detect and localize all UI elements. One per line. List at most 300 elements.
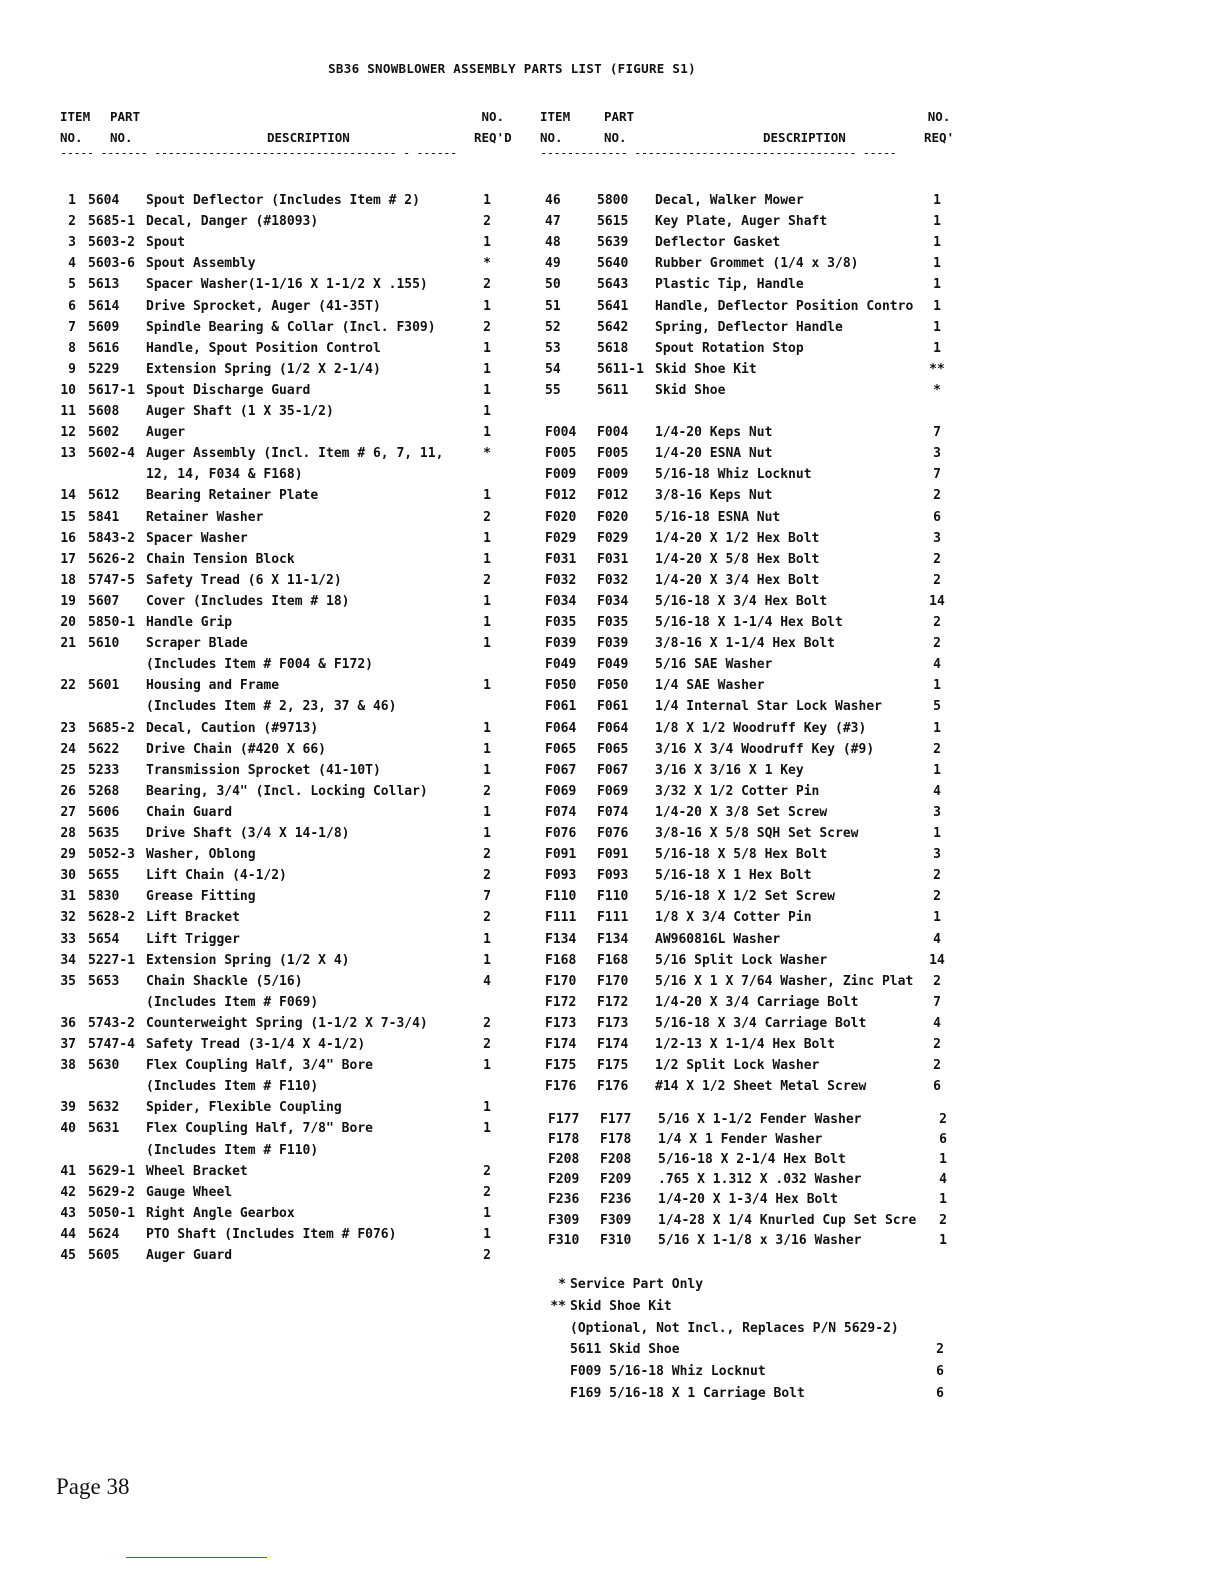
part-description: (Includes Item # 2, 23, 37 & 46) [146, 699, 397, 715]
quantity-required: 7 [933, 425, 941, 441]
part-description: Handle, Spout Position Control [146, 340, 381, 356]
part-description: 1/4-20 X 1/2 Hex Bolt [655, 530, 820, 546]
table-row [545, 696, 955, 717]
item-number: F175 [545, 1058, 577, 1074]
part-description: Chain Tension Block [146, 551, 295, 567]
note-marker: * [558, 1277, 566, 1292]
part-number: 5640 [597, 256, 629, 272]
table-row [48, 1245, 508, 1266]
part-description: Counterweight Spring (1-1/2 X 7-3/4) [146, 1015, 428, 1031]
part-number: 5050-1 [88, 1205, 135, 1221]
left-header-qty: NO. REQ'D [474, 109, 512, 145]
part-number: F005 [597, 446, 629, 462]
item-number: 54 [545, 361, 561, 377]
part-description: 1/4 SAE Washer [655, 678, 765, 694]
table-row [48, 1076, 508, 1097]
part-number: F310 [600, 1232, 632, 1248]
note-text: 5611 Skid Shoe [570, 1342, 680, 1358]
part-number: 5830 [88, 889, 120, 905]
part-description: 5/16-18 X 5/8 Hex Bolt [655, 847, 828, 863]
left-header-desc: DESCRIPTION [267, 130, 350, 145]
part-description: 1/4-28 X 1/4 Knurled Cup Set Scre [658, 1212, 917, 1228]
quantity-required: 2 [483, 847, 491, 863]
table-row [48, 1161, 508, 1182]
item-number: 1 [68, 193, 76, 208]
part-number: 5268 [88, 783, 120, 799]
part-description: Chain Shackle (5/16) [146, 973, 303, 989]
note-text: (Optional, Not Incl., Replaces P/N 5629-2) [570, 1320, 899, 1336]
part-number: 5618 [597, 340, 629, 356]
part-description: AW960816L Washer [655, 931, 781, 947]
part-number: F061 [597, 699, 629, 715]
item-number: F178 [548, 1132, 580, 1148]
quantity-required: 1 [483, 551, 491, 567]
quantity-required: 2 [933, 1037, 941, 1052]
part-description: 1/4-20 X 1-3/4 Hex Bolt [658, 1192, 839, 1208]
item-number: 6 [68, 298, 76, 314]
quantity-required: 2 [483, 277, 491, 293]
table-row [48, 591, 508, 612]
part-number: 5743-2 [88, 1015, 135, 1031]
table-row [548, 1189, 958, 1210]
part-description: (Includes Item # F110) [146, 1079, 319, 1095]
part-description: Spring, Deflector Handle [655, 319, 843, 335]
table-row [48, 253, 508, 274]
part-description: Rubber Grommet (1/4 x 3/8) [655, 256, 859, 272]
table-row [48, 232, 508, 253]
part-description: 12, 14, F034 & F168) [146, 467, 303, 483]
part-description: 1/4-20 X 3/4 Carriage Bolt [655, 994, 859, 1010]
note-line [546, 1339, 956, 1360]
part-description: Spacer Washer [146, 530, 248, 546]
part-description: Housing and Frame [146, 678, 280, 694]
part-description: 5/16-18 Whiz Locknut [655, 467, 812, 483]
part-number: 5604 [88, 193, 120, 208]
item-number: F065 [545, 741, 577, 757]
part-description: Spout Deflector (Includes Item # 2) [146, 193, 420, 208]
quantity-required: 1 [933, 762, 941, 778]
table-row [48, 1224, 508, 1245]
quantity-required: * [483, 256, 491, 272]
quantity-required: 1 [933, 277, 941, 293]
table-row [48, 823, 508, 844]
item-number: 9 [68, 361, 76, 377]
part-number: F004 [597, 425, 629, 441]
table-row [545, 971, 955, 992]
quantity-required: 1 [933, 910, 941, 926]
part-description: 5/16-18 X 3/4 Hex Bolt [655, 593, 828, 609]
part-number: 5612 [88, 488, 120, 504]
part-description: 5/16-18 X 1-1/4 Hex Bolt [655, 615, 843, 630]
item-number: 32 [60, 910, 76, 926]
table-row [545, 528, 955, 549]
quantity-required: 2 [483, 214, 491, 230]
item-number: 45 [60, 1248, 76, 1263]
part-number: 5613 [88, 277, 120, 293]
table-row [545, 633, 955, 654]
table-row [545, 865, 955, 886]
table-row [548, 1169, 958, 1190]
part-description: 5/16 SAE Washer [655, 657, 773, 673]
item-number: F111 [545, 910, 577, 926]
part-number: F065 [597, 741, 629, 757]
part-number: 5602-4 [88, 446, 135, 462]
item-number: F005 [545, 446, 577, 462]
table-row [545, 591, 955, 612]
table-row [48, 844, 508, 865]
part-number: F093 [597, 868, 629, 884]
quantity-required: 6 [939, 1132, 947, 1148]
quantity-required: 1 [483, 741, 491, 757]
quantity-required: 7 [933, 994, 941, 1010]
part-description: 5/16 X 1-1/8 x 3/16 Washer [658, 1232, 862, 1248]
quantity-required: 1 [933, 826, 941, 841]
item-number: F110 [545, 889, 577, 905]
table-row [548, 1129, 958, 1150]
note-text: F009 5/16-18 Whiz Locknut [570, 1364, 766, 1380]
quantity-required: 1 [483, 404, 491, 419]
part-description: Auger Shaft (1 X 35-1/2) [146, 404, 334, 419]
page-title: SB36 SNOWBLOWER ASSEMBLY PARTS LIST (FIGURE S1) [328, 61, 696, 76]
part-description: Drive Sprocket, Auger (41-35T) [146, 298, 381, 314]
item-number: 50 [545, 277, 561, 293]
table-row [48, 950, 508, 971]
part-number: 5843-2 [88, 530, 135, 546]
table-row [545, 232, 955, 253]
part-number: F176 [597, 1079, 629, 1095]
part-number: 5606 [88, 804, 120, 820]
quantity-required: 1 [933, 235, 941, 251]
item-number: 30 [60, 868, 76, 884]
left-header-item: ITEM NO. [60, 109, 91, 145]
table-row [545, 802, 955, 823]
item-number: F091 [545, 847, 577, 863]
part-number: 5685-1 [88, 214, 135, 230]
part-number: 5603-2 [88, 235, 135, 251]
item-number: 41 [60, 1163, 76, 1179]
part-number: 5641 [597, 298, 629, 314]
note-quantity: 6 [936, 1386, 944, 1401]
item-number: F031 [545, 551, 577, 567]
item-number: 23 [60, 720, 76, 736]
part-description: Skid Shoe [655, 382, 726, 398]
quantity-required: 1 [483, 615, 491, 630]
part-description: 3/16 X 3/4 Woodruff Key (#9) [655, 741, 875, 757]
part-number: 5626-2 [88, 551, 135, 567]
quantity-required: 2 [933, 636, 941, 652]
table-row [48, 971, 508, 992]
quantity-required: 4 [483, 973, 491, 989]
part-description: Handle Grip [146, 615, 233, 630]
part-description: Washer, Oblong [146, 847, 256, 863]
part-number: F049 [597, 657, 629, 673]
table-row [48, 1140, 508, 1161]
quantity-required: 6 [933, 509, 941, 525]
quantity-required: 3 [933, 530, 941, 546]
item-number: F176 [545, 1079, 577, 1095]
part-description: 5/16-18 X 1 Hex Bolt [655, 868, 812, 884]
quantity-required: 3 [933, 804, 941, 820]
table-row [545, 992, 955, 1013]
table-row [48, 1034, 508, 1055]
quantity-required: 1 [933, 319, 941, 335]
quantity-required: 1 [483, 804, 491, 820]
part-description: PTO Shaft (Includes Item # F076) [146, 1226, 397, 1242]
part-description: 1/4-20 Keps Nut [655, 425, 773, 441]
table-row [48, 612, 508, 633]
table-row [48, 654, 508, 675]
quantity-required: 1 [483, 361, 491, 377]
part-number: F091 [597, 847, 629, 863]
item-number: F029 [545, 530, 577, 546]
quantity-required: 1 [483, 826, 491, 841]
table-row [48, 992, 508, 1013]
table-row [48, 549, 508, 570]
link-underline [126, 1557, 267, 1558]
part-description: 3/8-16 X 5/8 SQH Set Screw [655, 826, 859, 841]
quantity-required: 1 [483, 530, 491, 546]
quantity-required: 2 [483, 572, 491, 588]
part-description: 3/8-16 Keps Nut [655, 488, 773, 504]
part-description: 5/16-18 X 1/2 Set Screw [655, 889, 836, 905]
part-number: 5747-5 [88, 572, 135, 588]
quantity-required: 1 [939, 1152, 947, 1168]
quantity-required: 1 [483, 1226, 491, 1242]
part-number: F032 [597, 572, 629, 588]
quantity-required: 2 [933, 889, 941, 905]
item-number: 12 [60, 425, 76, 441]
item-number: 47 [545, 214, 561, 230]
part-number: 5635 [88, 826, 120, 841]
part-description: Spout [146, 235, 186, 251]
item-number: 17 [60, 551, 76, 567]
quantity-required: 2 [483, 868, 491, 884]
quantity-required: 2 [933, 488, 941, 504]
item-number: 37 [60, 1037, 76, 1052]
item-number: F209 [548, 1172, 580, 1188]
part-description: Transmission Sprocket (41-10T) [146, 762, 381, 778]
part-description: 3/32 X 1/2 Cotter Pin [655, 783, 820, 799]
table-row [548, 1230, 958, 1251]
item-number: 35 [60, 973, 76, 989]
part-number: F236 [600, 1192, 632, 1208]
table-row [545, 380, 955, 401]
quantity-required: 2 [933, 741, 941, 757]
item-number: F012 [545, 488, 577, 504]
quantity-required: 4 [933, 783, 941, 799]
right-header-item: ITEM NO. [540, 109, 571, 145]
item-number: 36 [60, 1015, 76, 1031]
quantity-required: 14 [929, 952, 945, 968]
quantity-required: 2 [483, 1163, 491, 1179]
part-description: 1/4 Internal Star Lock Washer [655, 699, 882, 715]
table-row [545, 211, 955, 232]
quantity-required: 1 [933, 214, 941, 230]
part-description: Retainer Washer [146, 509, 264, 525]
quantity-required: 4 [933, 931, 941, 947]
item-number: 52 [545, 319, 561, 335]
part-description: Right Angle Gearbox [146, 1205, 295, 1221]
page-number: Page 38 [56, 1474, 130, 1499]
table-row [48, 718, 508, 739]
note-line [546, 1296, 956, 1317]
item-number: 20 [60, 615, 76, 630]
part-description: Lift Chain (4-1/2) [146, 868, 287, 884]
table-row [545, 675, 955, 696]
part-number: F031 [597, 551, 629, 567]
quantity-required: 2 [483, 783, 491, 799]
part-description: Plastic Tip, Handle [655, 277, 804, 293]
part-number: F069 [597, 783, 629, 799]
part-description: Scraper Blade [146, 636, 248, 652]
part-number: 5800 [597, 193, 629, 208]
quantity-required: * [483, 446, 491, 462]
quantity-required: 2 [933, 615, 941, 630]
table-row [545, 570, 955, 591]
item-number: F134 [545, 931, 577, 947]
table-row [48, 485, 508, 506]
table-row [48, 886, 508, 907]
part-number: 5052-3 [88, 847, 135, 863]
left-header-part: PART NO. [110, 109, 141, 145]
part-number: F178 [600, 1132, 632, 1148]
part-number: 5603-6 [88, 256, 135, 272]
part-description: 1/4-20 X 5/8 Hex Bolt [655, 551, 820, 567]
part-number: 5229 [88, 361, 120, 377]
item-number: F069 [545, 783, 577, 799]
table-row [545, 549, 955, 570]
part-description: Drive Shaft (3/4 X 14-1/8) [146, 826, 350, 841]
item-number: 26 [60, 783, 76, 799]
item-number: F173 [545, 1015, 577, 1031]
note-quantity: 6 [936, 1364, 944, 1380]
note-quantity: 2 [936, 1342, 944, 1358]
quantity-required: 2 [939, 1112, 947, 1127]
table-row [48, 380, 508, 401]
quantity-required: 4 [933, 1015, 941, 1031]
quantity-required: 1 [483, 678, 491, 694]
table-row [48, 1118, 508, 1139]
item-number: 2 [68, 214, 76, 230]
item-number: 39 [60, 1100, 76, 1116]
quantity-required: 2 [483, 1015, 491, 1031]
quantity-required: 2 [483, 910, 491, 926]
table-row [48, 190, 508, 211]
part-description: Flex Coupling Half, 3/4" Bore [146, 1058, 373, 1074]
item-number: 31 [60, 889, 76, 905]
item-number: 24 [60, 741, 76, 757]
part-number: 5685-2 [88, 720, 135, 736]
quantity-required: 3 [933, 446, 941, 462]
table-row [545, 950, 955, 971]
right-header-qty: NO. REQ' [924, 109, 955, 145]
part-description: Decal, Caution (#9713) [146, 720, 319, 736]
item-number: 28 [60, 826, 76, 841]
table-row [545, 718, 955, 739]
part-number: 5617-1 [88, 382, 135, 398]
part-number: 5609 [88, 319, 120, 335]
table-row [545, 338, 955, 359]
quantity-required: 2 [933, 572, 941, 588]
part-description: Bearing Retainer Plate [146, 488, 319, 504]
part-description: 1/2-13 X 1-1/4 Hex Bolt [655, 1037, 836, 1052]
table-row [48, 865, 508, 886]
table-row [545, 1034, 955, 1055]
table-row [545, 760, 955, 781]
part-number: F009 [597, 467, 629, 483]
part-number: F208 [600, 1152, 632, 1168]
item-number: F061 [545, 699, 577, 715]
table-row [545, 1013, 955, 1034]
part-number: F076 [597, 826, 629, 841]
item-number: 29 [60, 847, 76, 863]
item-number: 53 [545, 340, 561, 356]
table-row [545, 253, 955, 274]
table-row [545, 886, 955, 907]
quantity-required: 7 [933, 467, 941, 483]
quantity-required: 2 [933, 551, 941, 567]
item-number: 25 [60, 762, 76, 778]
table-row [48, 401, 508, 422]
note-marker: ** [550, 1298, 566, 1314]
part-description: Drive Chain (#420 X 66) [146, 741, 327, 757]
part-number: F174 [597, 1037, 629, 1052]
part-description: (Includes Item # F069) [146, 994, 319, 1010]
part-number: F035 [597, 615, 629, 630]
table-row [48, 570, 508, 591]
item-number: F049 [545, 657, 577, 673]
part-number: 5605 [88, 1248, 120, 1263]
part-description: 1/2 Split Lock Washer [655, 1058, 820, 1074]
part-number: 5615 [597, 214, 629, 230]
item-number: F310 [548, 1232, 580, 1248]
part-number: 5624 [88, 1226, 120, 1242]
quantity-required: * [933, 382, 941, 398]
part-description: .765 X 1.312 X .032 Washer [658, 1172, 862, 1188]
note-line [546, 1383, 956, 1404]
table-row [545, 422, 955, 443]
quantity-required: ** [929, 361, 945, 377]
part-description: Flex Coupling Half, 7/8" Bore [146, 1121, 373, 1137]
part-description: Skid Shoe Kit [655, 361, 757, 377]
table-row [48, 443, 508, 464]
right-header-desc: DESCRIPTION [763, 130, 846, 145]
part-number: 5233 [88, 762, 120, 778]
item-number: F093 [545, 868, 577, 884]
table-row [548, 1210, 958, 1231]
part-description: 5/16 X 1-1/2 Fender Washer [658, 1112, 862, 1127]
item-number: 4 [68, 256, 76, 272]
part-number: 5622 [88, 741, 120, 757]
quantity-required: 1 [483, 488, 491, 504]
table-row [548, 1109, 958, 1130]
part-number: 5607 [88, 593, 120, 609]
table-row [545, 464, 955, 485]
part-description: Spout Rotation Stop [655, 340, 804, 356]
table-row [48, 675, 508, 696]
part-description: Extension Spring (1/2 X 2-1/4) [146, 361, 381, 377]
note-text: Skid Shoe Kit [570, 1298, 672, 1314]
quantity-required: 1 [483, 298, 491, 314]
quantity-required: 1 [483, 720, 491, 736]
quantity-required: 1 [939, 1192, 947, 1208]
quantity-required: 1 [483, 382, 491, 398]
quantity-required: 14 [929, 593, 945, 609]
part-description: Cover (Includes Item # 18) [146, 593, 350, 609]
table-row [545, 443, 955, 464]
part-description: 3/16 X 3/16 X 1 Key [655, 762, 804, 778]
table-row [48, 1203, 508, 1224]
